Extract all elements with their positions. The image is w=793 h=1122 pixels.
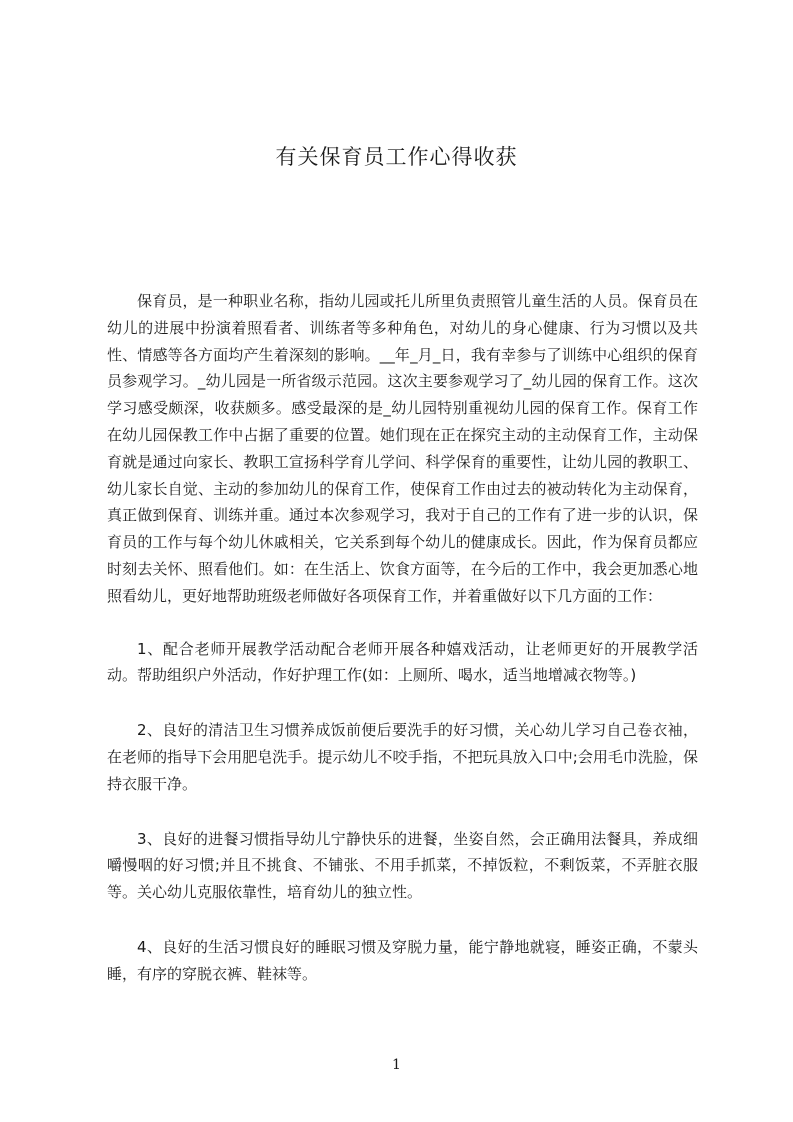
list-item: 3、良好的进餐习惯指导幼儿宁静快乐的进餐，坐姿自然，会正确用法餐具，养成细嚼慢咽的好习惯;并且不挑食、不铺张、不用手抓菜，不掉饭粒，不剩饭菜，不弄脏衣服等。关心幼儿克服依靠性，培育幼儿的独立性。 [107,829,698,902]
list-item: 2、良好的清洁卫生习惯养成饭前便后要洗手的好习惯，关心幼儿学习自己卷衣袖，在老师的指导下会用肥皂洗手。提示幼儿不咬手指，不把玩具放入口中;会用毛巾洗脸，保持衣服干净。 [107,721,698,793]
list-item: 1、配合老师开展教学活动配合老师开展各种嬉戏活动，让老师更好的开展教学活动。帮助组织户外活动，作好护理工作(如：上厕所、喝水，适当地增减衣物等。) [107,639,698,685]
document-body [107,288,698,1016]
intro-paragraph: 保育员，是一种职业名称，指幼儿园或托儿所里负责照管儿童生活的人员。保育员在幼儿的进展中扮演着照看者、训练者等多种角色，对幼儿的身心健康、行为习惯以及共性、情感等各方面均产生着深刻的影响。__年_月_日，我有幸参与了训练中心组织的保育员参观学习。_幼儿园是一所省级示范园。这次主要参观学习了_幼儿园的保育工作。这次学习感受颇深，收获颇多。感受最深的是_幼儿园特别重视幼儿园的保育工作。保育工作在幼儿园保教工作中占据了重要的位置。她们现在正在探究主动的主动保育工作，主动保育就是通过向家长、教职工宣扬科学育儿学问、科学保育的重要性，让幼儿园的教职工、幼儿家长自觉、主动的参加幼儿的保育工作，使保育工作由过去的被动转化为主动保育，真正做到保育、训练并重。通过本次参观学习，我对于自己的工作有了进一步的认识，保育员的工作与每个幼儿休戚相关，它关系到每个幼儿的健康成长。因此，作为保育员都应时刻去关怀、照看他们。如：在生活上、饮食方面等，在今后的工作中，我会更加悉心地照看幼儿，更好地帮助班级老师做好各项保育工作，并着重做好以下几方面的工作： [107,292,698,605]
page-number: 1 [392,1057,401,1073]
document-title: 有关保育员工作心得收获 [275,145,518,169]
list-item: 4、良好的生活习惯良好的睡眠习惯及穿脱力量，能宁静地就寝，睡姿正确，不蒙头睡，有序的穿脱衣裤、鞋袜等。 [107,937,698,983]
